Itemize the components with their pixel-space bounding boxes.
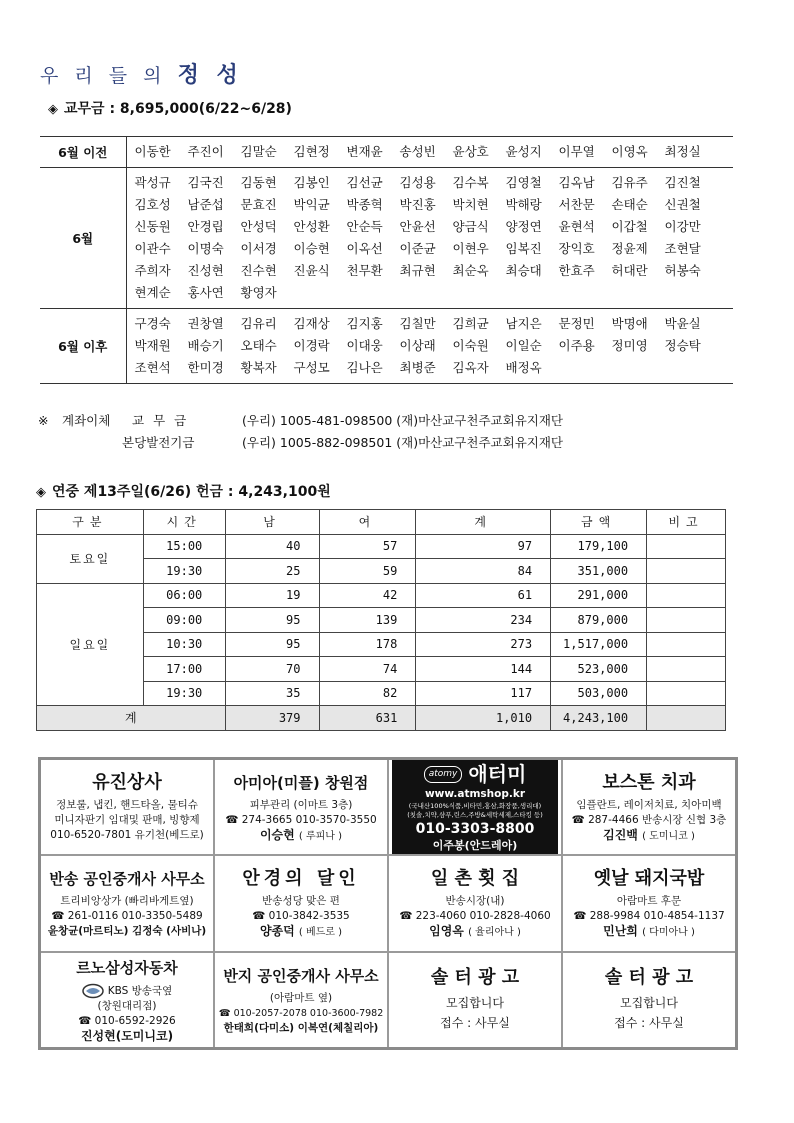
donor-name: 안경립 [187,219,224,234]
ad-name: 유진상사 [92,772,162,794]
offering-table [36,509,726,731]
ad-slot-2 [563,953,735,1047]
donation-row [40,168,733,309]
donor-name: 박진홍 [399,197,436,212]
ad-optical [215,856,387,950]
donor-name: 곽성규 [134,175,171,190]
donor-name: 양금식 [452,219,489,234]
donor-name: 문정민 [558,316,595,331]
ad-phone: 010-3303-8800 [415,821,535,838]
donor-name: 김국진 [187,175,224,190]
donor-name: 임복진 [505,241,542,256]
ad-person-sub: ( 율리아나 ) [468,926,521,938]
donor-name: 오태수 [240,338,277,353]
donor-name: 허대란 [611,263,648,278]
ad-desc: 트리비앙상가 (빠리바게트옆) [60,895,194,908]
amount: 179,100 [551,534,647,559]
total-row [37,706,726,731]
ad-name: 반송 공인중개사 사무소 [49,870,205,889]
donor-name: 김재상 [293,316,330,331]
donor-name: 장익호 [558,241,595,256]
ad-recruit: 접수 : 사무실 [614,1016,684,1031]
ad-yujin [41,760,213,854]
ad-person: 한태희(다미소) 이복연(체칠리아) [223,1021,379,1034]
note-mark: ※ [38,413,49,428]
ad-name: 일 촌 횟 집 [430,867,520,889]
ad-name: 솔 터 광 고 [430,967,520,989]
donor-name: 이주용 [558,338,595,353]
male-count: 95 [225,608,319,633]
donor-name: 안윤선 [399,219,436,234]
column-header: 남 [225,510,319,535]
column-header: 시간 [143,510,225,535]
total-count: 97 [416,534,551,559]
donor-name: 양정연 [505,219,542,234]
donor-name: 조현달 [664,241,701,256]
donor-name: 박해랑 [505,197,542,212]
remark [647,632,726,657]
donor-name: 남준섭 [187,197,224,212]
donation-names-cell [126,168,733,309]
total-count: 84 [416,559,551,584]
donor-name: 홍사연 [187,285,224,300]
ad-person: 윤창균(마르티노) 김정숙 (사비나) [47,925,207,938]
donor-name: 진수현 [240,263,277,278]
offering-row [37,583,726,608]
atomy-mark-icon: atomy [424,766,463,783]
donor-name: 김유리 [240,316,277,331]
mass-time: 10:30 [143,632,225,657]
ad-person-sub: ( 다미아나 ) [642,926,695,938]
remark [647,681,726,706]
donor-name: 이동한 [134,144,171,159]
ad-person: 이승현 [259,827,295,842]
remark [647,559,726,584]
female-count: 178 [319,632,416,657]
ad-phone: ☎ 274-3665 010-3570-3550 [225,813,377,826]
donor-name: 이상래 [399,338,436,353]
column-header: 금액 [551,510,647,535]
donor-name: 이옥선 [346,241,383,256]
donor-name: 김선균 [346,175,383,190]
ad-desc: 피부관리 (이마트 3층) [249,798,353,811]
ad-ilchon [389,856,561,950]
renault-logo-icon [82,983,104,999]
donor-name: 최승대 [505,263,542,278]
donor-name: 변재윤 [346,144,383,159]
ad-phone: ☎ 010-3842-3535 [252,909,350,922]
column-header: 구분 [37,510,144,535]
remark [647,706,726,731]
donor-name: 남지은 [505,316,542,331]
amount: 503,000 [551,681,647,706]
donor-name: 김칠만 [399,316,436,331]
ad-phone: ☎ 223-4060 010-2828-4060 [399,909,551,922]
female-count: 82 [319,681,416,706]
ad-amia [215,760,387,854]
donor-name: 신권철 [664,197,701,212]
female-count: 42 [319,583,416,608]
ad-name: 반지 공인중개사 사무소 [223,966,379,985]
ad-name: 애터미 [468,762,527,787]
ad-fine-print: (칫솔,치약,샴푸,린스,주방&세탁세제,스타킹 등) [407,811,543,820]
transfer-account: (우리) 1005-481-098500 (재)마산교구천주교회유지재단 [242,413,563,428]
female-total: 631 [319,706,416,731]
donor-name: 이일순 [505,338,542,353]
donor-name: 주희자 [134,263,171,278]
ad-phone: ☎ 287-4466 반송시장 신협 3층 [571,813,727,826]
donor-name-list [135,315,734,377]
section-title [40,58,243,89]
donor-name: 현계순 [134,285,171,300]
donor-name: 이무열 [558,144,595,159]
total-count: 273 [416,632,551,657]
total-count: 234 [416,608,551,633]
donation-row [40,137,733,168]
donation-heading-text: 교무금 : 8,695,000(6/22~6/28) [64,101,292,117]
donor-name: 김호성 [134,197,171,212]
donor-name: 천무환 [346,263,383,278]
ad-person: 양종덕 [259,923,295,938]
donor-name: 최병준 [399,360,436,375]
donor-name: 김영철 [505,175,542,190]
donor-name: 이대웅 [346,338,383,353]
donation-period-label: 6월 이후 [40,309,126,384]
donor-name: 안성덕 [240,219,277,234]
donor-name: 정윤제 [611,241,648,256]
donation-table [40,136,733,384]
transfer-kind: 교무금 [132,413,196,428]
donor-name: 박치현 [452,197,489,212]
donation-names-cell [126,309,733,384]
donor-name: 송성빈 [399,144,436,159]
donation-row [40,309,733,384]
remark [647,608,726,633]
title-prefix: 우 리 들 의 [40,65,167,87]
donor-name-list [135,174,734,302]
amount: 879,000 [551,608,647,633]
ad-name: 르노삼성자동차 [76,958,178,977]
ad-desc: 정보룰, 냅킨, 핸드타올, 물티슈 [56,799,198,812]
offering-heading-text: 연중 제13주일(6/26) 헌금 : 4,243,100원 [52,484,331,500]
ad-name: 아미아(미플) 창원점 [233,773,369,792]
donor-name: 이경락 [293,338,330,353]
male-total: 379 [225,706,319,731]
male-count: 19 [225,583,319,608]
donor-name: 김수복 [452,175,489,190]
day-label: 일요일 [37,583,144,706]
donor-name: 구성모 [293,360,330,375]
diamond-icon: ◈ [36,485,46,500]
ad-renault [41,953,213,1047]
ad-slot-1 [389,953,561,1047]
ad-person-sub: ( 베드로 ) [298,926,343,938]
ad-desc: KBS 방송국옆 [107,984,173,997]
donor-name: 안순득 [346,219,383,234]
ad-boston [563,760,735,854]
ad-desc: (아람마트 옆) [269,991,333,1004]
donor-name: 박익균 [293,197,330,212]
day-label: 토요일 [37,534,144,583]
transfer-info [38,410,563,454]
ad-desc: 임플란트, 레이저치료, 치아미백 [576,798,722,811]
ad-person: 김진백 [603,827,638,842]
mass-time: 15:00 [143,534,225,559]
ad-banji [215,953,387,1047]
donor-name: 안성환 [293,219,330,234]
donor-name: 한효주 [558,263,595,278]
donor-name: 이준균 [399,241,436,256]
donor-name: 정미영 [611,338,648,353]
donor-name: 정승탁 [664,338,701,353]
donor-name: 박종혁 [346,197,383,212]
donation-heading [48,98,292,118]
donor-name: 윤성지 [505,144,542,159]
ad-person: 민난희 [603,923,638,938]
donation-period-label: 6월 이전 [40,137,126,168]
donor-name: 이갑철 [611,219,648,234]
ad-phone: 010-6520-7801 [50,829,132,842]
donor-name: 구경숙 [134,316,171,331]
donation-names-cell [126,137,733,168]
column-header: 계 [416,510,551,535]
mass-time: 17:00 [143,657,225,682]
amount: 351,000 [551,559,647,584]
total-label: 계 [37,706,226,731]
column-header: 비고 [647,510,726,535]
total-count: 144 [416,657,551,682]
transfer-kind: 본당발전기금 [122,435,195,450]
ad-desc: 반송시장(내) [445,894,505,907]
ad-phone: ☎ 288-9984 010-4854-1137 [573,909,725,922]
ad-atomy [389,760,561,854]
mass-time: 19:30 [143,681,225,706]
donor-name: 이관수 [134,241,171,256]
donor-name: 조현석 [134,360,171,375]
title-main: 정 성 [177,62,243,88]
transfer-row [38,410,563,432]
female-count: 57 [319,534,416,559]
grand-total-amount: 4,243,100 [551,706,647,731]
donor-name: 권창열 [187,316,224,331]
donor-name: 신동원 [134,219,171,234]
donor-name: 박명애 [611,316,648,331]
donor-name: 이명숙 [187,241,224,256]
donor-name: 이영옥 [611,144,648,159]
donor-name: 김옥남 [558,175,595,190]
donor-name: 최정실 [664,144,701,159]
ad-gukbap [563,856,735,950]
ad-person-sub: ( 도미니코 ) [642,830,695,842]
donor-name: 주진이 [187,144,224,159]
mass-time: 06:00 [143,583,225,608]
ad-name: 보스톤 치과 [602,771,696,793]
remark [647,583,726,608]
donor-name: 배승기 [187,338,224,353]
ad-person: 유기천(베드로) [134,829,204,842]
donor-name: 서찬문 [558,197,595,212]
amount: 291,000 [551,583,647,608]
remark [647,657,726,682]
donor-name: 김옥자 [452,360,489,375]
donor-name: 김말순 [240,144,277,159]
ad-person: 이주봉(안드레아) [432,839,518,853]
donor-name: 김나은 [346,360,383,375]
offering-row [37,534,726,559]
male-count: 25 [225,559,319,584]
male-count: 35 [225,681,319,706]
donor-name: 김동현 [240,175,277,190]
ad-bansong [41,856,213,950]
donor-name: 배정옥 [505,360,542,375]
offering-heading [36,481,331,501]
donor-name: 윤현석 [558,219,595,234]
donor-name: 최규현 [399,263,436,278]
donor-name: 김성용 [399,175,436,190]
ad-person-sub: ( 루피나 ) [298,830,343,842]
donor-name: 황영자 [240,285,277,300]
donor-name: 윤상호 [452,144,489,159]
donor-name: 김유주 [611,175,648,190]
mass-time: 19:30 [143,559,225,584]
ads-grid [38,757,738,1050]
male-count: 70 [225,657,319,682]
male-count: 95 [225,632,319,657]
donation-period-label: 6월 [40,168,126,309]
ad-recruit: 접수 : 사무실 [440,1016,510,1031]
female-count: 74 [319,657,416,682]
ad-name: 안경의 달인 [242,867,360,889]
column-header: 여 [319,510,416,535]
donor-name: 허봉숙 [664,263,701,278]
donor-name: 이승현 [293,241,330,256]
grand-total-count: 1,010 [416,706,551,731]
female-count: 59 [319,559,416,584]
donor-name: 이숙원 [452,338,489,353]
donor-name: 박재원 [134,338,171,353]
ad-recruit: 모집합니다 [620,996,678,1011]
donor-name: 김진철 [664,175,701,190]
ad-name: 옛날 돼지국밥 [593,867,705,889]
ad-recruit: 모집합니다 [446,996,504,1011]
male-count: 40 [225,534,319,559]
ad-url: www.atmshop.kr [424,788,526,801]
ad-phone: ☎ 010-2057-2078 010-3600-7982 [218,1007,384,1019]
donor-name: 이서경 [240,241,277,256]
donor-name: 진성현 [187,263,224,278]
donor-name: 최순옥 [452,263,489,278]
ad-desc: 반송성당 맞은 편 [262,894,340,907]
donor-name-list [135,143,734,161]
ad-desc: 아람마트 후문 [616,894,682,907]
atomy-logo [392,760,558,854]
total-count: 61 [416,583,551,608]
donor-name: 김지홍 [346,316,383,331]
female-count: 139 [319,608,416,633]
donor-name: 박윤실 [664,316,701,331]
donor-name: 황복자 [240,360,277,375]
donor-name: 김봉인 [293,175,330,190]
ad-phone: ☎ 010-6592-2926 [78,1014,176,1027]
ad-name: 솔 터 광 고 [604,967,694,989]
donor-name: 김현정 [293,144,330,159]
ad-desc: 미니자판기 임대및 판매, 빙향제 [54,814,200,827]
donor-name: 이강만 [664,219,701,234]
ad-desc: (창원대리점) [97,999,157,1012]
donor-name: 손태순 [611,197,648,212]
donor-name: 이현우 [452,241,489,256]
ad-phone: ☎ 261-0116 010-3350-5489 [51,910,203,923]
transfer-row [38,432,563,454]
total-count: 117 [416,681,551,706]
remark [647,534,726,559]
diamond-icon: ◈ [48,102,58,117]
transfer-account: (우리) 1005-882-098501 (재)마산교구천주교회유지재단 [242,435,563,450]
transfer-label: 계좌이체 [62,413,111,428]
ad-person: 임영옥 [429,923,464,938]
amount: 523,000 [551,657,647,682]
donor-name: 문효진 [240,197,277,212]
ad-fine-print: (국내산100%식품,비타민,홍삼,화장품,생리대) [408,802,542,811]
ad-person: 진성현(도미니코) [80,1028,174,1043]
donor-name: 진윤식 [293,263,330,278]
amount: 1,517,000 [551,632,647,657]
donor-name: 김희균 [452,316,489,331]
mass-time: 09:00 [143,608,225,633]
donor-name: 한미경 [187,360,224,375]
